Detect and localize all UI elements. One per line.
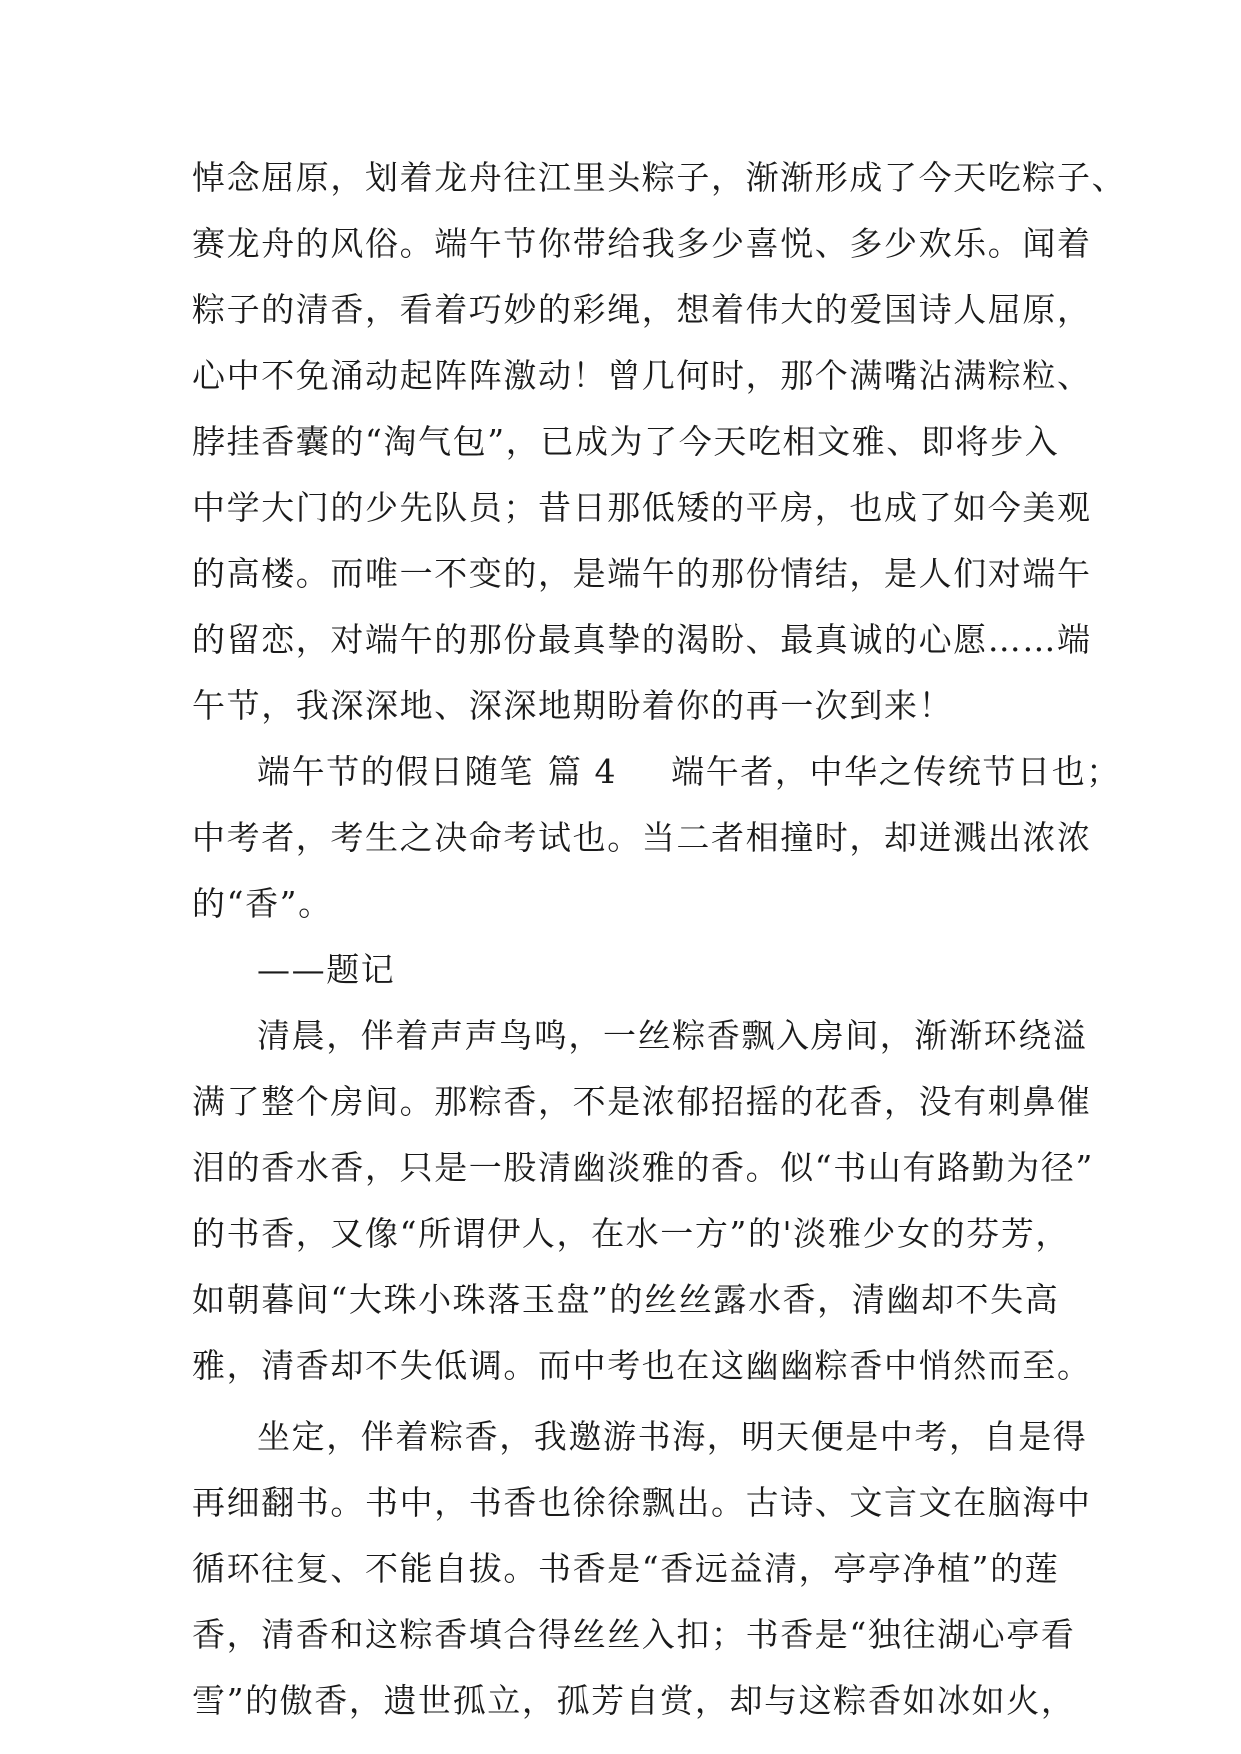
text-line: 香，清香和这粽香填合得丝丝入扣；书香是“独往湖心亭看 bbox=[192, 1615, 1076, 1654]
text-line: 的“香”。 bbox=[192, 884, 333, 923]
section-title: 端午节的假日随笔 bbox=[257, 752, 534, 791]
inscription: ——题记 bbox=[257, 950, 396, 989]
section-number: 篇 4 bbox=[547, 752, 618, 791]
text-line: 午节，我深深地、深深地期盼着你的再一次到来！ bbox=[192, 686, 954, 725]
text-line: 如朝暮间“大珠小珠落玉盘”的丝丝露水香，清幽却不失高 bbox=[192, 1280, 1060, 1319]
text-line: 满了整个房间。那粽香，不是浓郁招摇的花香，没有刺鼻催 bbox=[192, 1082, 1092, 1121]
text-line: 中学大门的少先队员；昔日那低矮的平房，也成了如今美观 bbox=[192, 488, 1092, 527]
text-line: 循环往复、不能自拔。书香是“香远益清，亭亭净植”的莲 bbox=[192, 1549, 1060, 1588]
text-line: 雪”的傲香，遗世孤立，孤芳自赏，却与这粽香如冰如火， bbox=[192, 1681, 1076, 1720]
text-line: 心中不免涌动起阵阵激动！曾几何时，那个满嘴沾满粽粒、 bbox=[192, 356, 1092, 395]
text-line: 的高楼。而唯一不变的，是端午的那份情结，是人们对端午 bbox=[192, 554, 1092, 593]
section-first-text: 端午者，中华之传统节日也； bbox=[671, 752, 1121, 791]
text-line: 脖挂香囊的“淘气包”，已成为了今天吃相文雅、即将步入 bbox=[192, 422, 1060, 461]
text-line: 再细翻书。书中，书香也徐徐飘出。古诗、文言文在脑海中 bbox=[192, 1483, 1092, 1522]
section-heading-line bbox=[257, 742, 1121, 802]
text-line: 的书香，又像“所谓伊人，在水一方”的'淡雅少女的芬芳， bbox=[192, 1214, 1071, 1253]
text-line: 赛龙舟的风俗。端午节你带给我多少喜悦、多少欢乐。闻着 bbox=[192, 224, 1092, 263]
text-line: 雅，清香却不失低调。而中考也在这幽幽粽香中悄然而至。 bbox=[192, 1346, 1092, 1385]
text-line: 泪的香水香，只是一股清幽淡雅的香。似“书山有路勤为径” bbox=[192, 1148, 1094, 1187]
text-line: 中考者，考生之决命考试也。当二者相撞时，却迸溅出浓浓 bbox=[192, 818, 1092, 857]
text-line: 悼念屈原，划着龙舟往江里头粽子，渐渐形成了今天吃粽子、 bbox=[192, 158, 1127, 197]
text-line: 的留恋，对端午的那份最真挚的渴盼、最真诚的心愿……端 bbox=[192, 620, 1092, 659]
paragraph-first-line: 坐定，伴着粽香，我邀游书海，明天便是中考，自是得 bbox=[257, 1417, 1088, 1456]
text-line: 粽子的清香，看着巧妙的彩绳，想着伟大的爱国诗人屈原， bbox=[192, 290, 1092, 329]
paragraph-first-line: 清晨，伴着声声鸟鸣，一丝粽香飘入房间，渐渐环绕溢 bbox=[257, 1016, 1088, 1055]
